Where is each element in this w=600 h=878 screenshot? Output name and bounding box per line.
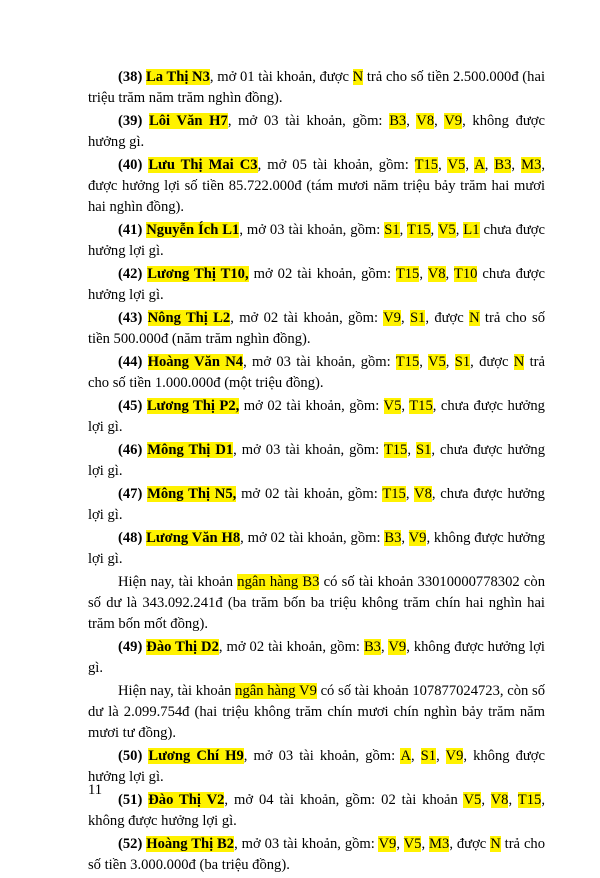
highlighted-text: T15 bbox=[383, 442, 408, 458]
text-run: , được bbox=[449, 836, 491, 852]
text-run: (44) bbox=[118, 354, 148, 370]
text-run: , bbox=[455, 222, 464, 238]
text-run: , bbox=[419, 354, 428, 370]
text-run: mở 02 tài khoản, gồm: bbox=[239, 398, 384, 414]
highlighted-text: V5 bbox=[383, 398, 402, 414]
text-run: trả cho số tiền 3.000.000đ (ba triệu đồng). bbox=[88, 836, 546, 873]
text-run: (46) bbox=[118, 442, 148, 458]
text-run: , bbox=[401, 530, 409, 546]
highlighted-text: V5 bbox=[427, 354, 446, 370]
text-run: , được bbox=[425, 310, 470, 326]
text-run: , được bbox=[470, 354, 514, 370]
text-run: (42) bbox=[118, 266, 148, 282]
text-run: , mở 01 tài khoản, được bbox=[209, 69, 353, 85]
highlighted-text: S1 bbox=[409, 310, 426, 326]
text-run: (52) bbox=[118, 836, 147, 852]
text-run: (51) bbox=[118, 792, 149, 808]
text-run: , bbox=[380, 639, 389, 655]
text-run: , mở 02 tài khoản, gồm: bbox=[218, 639, 364, 655]
text-run: , bbox=[481, 792, 491, 808]
highlighted-text: V9 bbox=[383, 310, 401, 326]
text-run: (40) bbox=[118, 157, 149, 173]
text-run: , bbox=[445, 354, 455, 370]
text-run: mở 02 tài khoản, gồm: bbox=[236, 486, 383, 502]
highlighted-text: N bbox=[490, 836, 501, 852]
highlighted-text: V8 bbox=[427, 266, 446, 282]
highlighted-text: V9 bbox=[445, 748, 464, 764]
highlighted-text: Mông Thị N5, bbox=[147, 486, 237, 502]
text-run: , không được hưởng lợi gì. bbox=[88, 748, 545, 785]
text-run: , bbox=[410, 748, 421, 764]
text-run: , bbox=[465, 157, 475, 173]
paragraph bbox=[88, 572, 545, 635]
text-run: , mở 03 tài khoản, gồm: bbox=[243, 354, 396, 370]
highlighted-text: L1 bbox=[463, 222, 480, 238]
highlighted-text: V8 bbox=[414, 486, 432, 502]
text-run: (49) bbox=[118, 639, 147, 655]
highlighted-text: T15 bbox=[406, 222, 431, 238]
text-run: , bbox=[405, 486, 415, 502]
highlighted-text: V5 bbox=[463, 792, 482, 808]
highlighted-text: T15 bbox=[409, 398, 433, 414]
highlighted-text: T15 bbox=[395, 354, 420, 370]
highlighted-text: ngân hàng B3 bbox=[237, 574, 320, 590]
highlighted-text: Lôi Văn H7 bbox=[149, 113, 228, 129]
paragraph bbox=[88, 790, 545, 832]
highlighted-text: V8 bbox=[490, 792, 509, 808]
highlighted-text: Đào Thị D2 bbox=[146, 639, 219, 655]
text-run: (45) bbox=[118, 398, 147, 414]
text-run: , chưa được hưởng lợi gì. bbox=[88, 486, 545, 523]
text-run: , bbox=[419, 266, 428, 282]
text-run: , không được hưởng lợi gì. bbox=[88, 530, 545, 567]
text-run: , mở 05 tài khoản, gồm: bbox=[257, 157, 415, 173]
text-run: trả cho số tiền 2.500.000đ (hai triệu trăm năm trăm nghìn đồng). bbox=[88, 69, 545, 106]
text-run: , bbox=[445, 266, 454, 282]
text-run: Hiện nay, tài khoản bbox=[118, 574, 238, 590]
highlighted-text: Lưu Thị Mai C3 bbox=[148, 157, 258, 173]
highlighted-text: A bbox=[400, 748, 411, 764]
text-run: có số tài khoản 33010000778302 còn số dư là 343.092.241đ (ba trăm bốn ba triệu không trăm chín hai nghìn hai trăm bốn mốt đồng). bbox=[88, 574, 545, 632]
text-run: , bbox=[399, 222, 407, 238]
highlighted-text: T10 bbox=[453, 266, 478, 282]
text-run: , được hưởng lợi số tiền 85.722.000đ (tám mươi năm triệu bảy trăm hai mươi hai nghìn đồng). bbox=[88, 157, 546, 215]
highlighted-text: V5 bbox=[403, 836, 422, 852]
highlighted-text: N bbox=[513, 354, 525, 370]
page-number: 11 bbox=[88, 782, 103, 798]
highlighted-text: M3 bbox=[429, 836, 450, 852]
paragraph bbox=[88, 396, 545, 438]
text-run: , bbox=[421, 836, 430, 852]
text-run: trả cho số tiền 1.000.000đ (một triệu đồng). bbox=[88, 354, 545, 391]
paragraph bbox=[88, 834, 545, 876]
text-run: , bbox=[396, 836, 404, 852]
text-run: , mở 04 tài khoản, gồm: 02 tài khoản bbox=[224, 792, 464, 808]
highlighted-text: Lương Thị T10, bbox=[147, 266, 249, 282]
highlighted-text: V8 bbox=[416, 113, 435, 129]
highlighted-text: B3 bbox=[389, 113, 407, 129]
highlighted-text: T15 bbox=[382, 486, 406, 502]
highlighted-text: Hoàng Văn N4 bbox=[147, 354, 244, 370]
text-run: , bbox=[406, 113, 417, 129]
highlighted-text: ngân hàng V9 bbox=[235, 683, 317, 699]
text-run: , không được hưởng lợi gì. bbox=[88, 792, 545, 829]
highlighted-text: Mông Thị D1 bbox=[147, 442, 234, 458]
text-run: chưa được hưởng lợi gì. bbox=[88, 266, 545, 303]
text-run: (39) bbox=[118, 113, 150, 129]
paragraph bbox=[88, 67, 545, 109]
highlighted-text: T15 bbox=[517, 792, 542, 808]
text-run: , bbox=[407, 442, 416, 458]
text-run: , bbox=[484, 157, 495, 173]
highlighted-text: Đào Thị V2 bbox=[148, 792, 225, 808]
text-run: (41) bbox=[118, 222, 147, 238]
highlighted-text: S1 bbox=[420, 748, 437, 764]
text-run: , bbox=[508, 792, 518, 808]
text-run: , không được hưởng lợi gì. bbox=[88, 639, 545, 676]
paragraph bbox=[88, 220, 545, 262]
text-run: , chưa được hưởng lợi gì. bbox=[88, 442, 545, 479]
text-run: (43) bbox=[118, 310, 148, 326]
highlighted-text: Lương Văn H8 bbox=[146, 530, 241, 546]
paragraph bbox=[88, 352, 545, 394]
highlighted-text: N bbox=[352, 69, 364, 85]
highlighted-text: N bbox=[469, 310, 480, 326]
highlighted-text: B3 bbox=[363, 639, 381, 655]
highlighted-text: V9 bbox=[408, 530, 427, 546]
paragraph bbox=[88, 111, 545, 153]
text-run: , chưa được hưởng lợi gì. bbox=[88, 398, 545, 435]
paragraph bbox=[88, 308, 545, 350]
paragraph bbox=[88, 484, 545, 526]
paragraph bbox=[88, 155, 545, 218]
highlighted-text: V5 bbox=[447, 157, 466, 173]
document-body bbox=[88, 67, 545, 878]
highlighted-text: S1 bbox=[415, 442, 432, 458]
paragraph bbox=[88, 440, 545, 482]
text-run: (48) bbox=[118, 530, 147, 546]
text-run: , bbox=[401, 398, 410, 414]
text-run: , bbox=[436, 748, 446, 764]
text-run: , bbox=[430, 222, 438, 238]
highlighted-text: B3 bbox=[494, 157, 512, 173]
highlighted-text: La Thị N3 bbox=[146, 69, 210, 85]
text-run: chưa được hưởng lợi gì. bbox=[88, 222, 545, 259]
text-run: (50) bbox=[118, 748, 149, 764]
highlighted-text: Lương Chí H9 bbox=[148, 748, 244, 764]
text-run: , mở 03 tài khoản, gồm: bbox=[239, 222, 385, 238]
highlighted-text: T15 bbox=[395, 266, 420, 282]
highlighted-text: A bbox=[474, 157, 485, 173]
highlighted-text: V9 bbox=[378, 836, 397, 852]
text-run: , mở 03 tài khoản, gồm: bbox=[243, 748, 401, 764]
text-run: , bbox=[438, 157, 448, 173]
text-run: (38) bbox=[118, 69, 147, 85]
text-run: , mở 02 tài khoản, gồm: bbox=[240, 530, 385, 546]
highlighted-text: B3 bbox=[384, 530, 402, 546]
text-run: , mở 03 tài khoản, gồm: bbox=[234, 836, 379, 852]
highlighted-text: Lương Thị P2, bbox=[146, 398, 240, 414]
text-run: mở 02 tài khoản, gồm: bbox=[248, 266, 396, 282]
highlighted-text: V9 bbox=[388, 639, 407, 655]
text-run: , mở 03 tài khoản, gồm: bbox=[227, 113, 390, 129]
highlighted-text: Nông Thị L2 bbox=[147, 310, 231, 326]
text-run: , không được hưởng gì. bbox=[88, 113, 545, 150]
text-run: , mở 02 tài khoản, gồm: bbox=[230, 310, 384, 326]
text-run: , bbox=[511, 157, 522, 173]
highlighted-text: Nguyễn Ích L1 bbox=[146, 222, 240, 238]
paragraph bbox=[88, 637, 545, 679]
highlighted-text: Hoàng Thị B2 bbox=[146, 836, 235, 852]
text-run: trả cho số tiền 500.000đ (năm trăm nghìn đồng). bbox=[88, 310, 546, 347]
paragraph bbox=[88, 746, 545, 788]
text-run: , bbox=[434, 113, 445, 129]
highlighted-text: S1 bbox=[384, 222, 400, 238]
paragraph bbox=[88, 528, 545, 570]
highlighted-text: M3 bbox=[521, 157, 542, 173]
text-run: có số tài khoản 107877024723, còn số dư là 2.099.754đ (hai triệu không trăm chín mươi chín nghìn bảy trăm năm mươi tư đồng). bbox=[88, 683, 545, 741]
text-run: , mở 03 tài khoản, gồm: bbox=[233, 442, 384, 458]
paragraph bbox=[88, 264, 545, 306]
text-run: Hiện nay, tài khoản bbox=[118, 683, 236, 699]
highlighted-text: T15 bbox=[414, 157, 439, 173]
text-run: , bbox=[400, 310, 410, 326]
text-run: (47) bbox=[118, 486, 148, 502]
highlighted-text: S1 bbox=[454, 354, 471, 370]
paragraph bbox=[88, 681, 545, 744]
highlighted-text: V9 bbox=[444, 113, 463, 129]
highlighted-text: V5 bbox=[437, 222, 456, 238]
